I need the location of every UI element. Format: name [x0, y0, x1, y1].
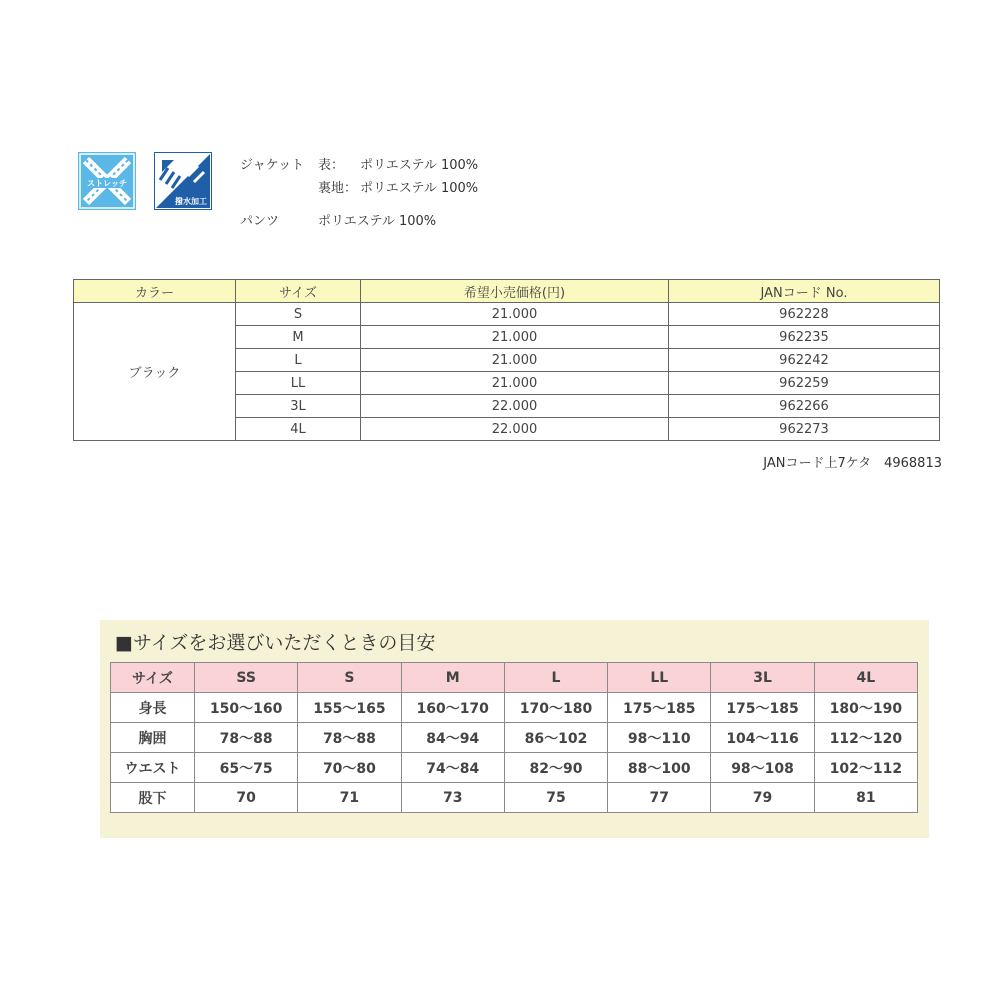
measure-cell: 88〜100	[608, 753, 711, 783]
size-cell: 3L	[236, 395, 361, 418]
measure-cell: 104〜116	[711, 723, 814, 753]
lining-value: ポリエステル 100%	[360, 181, 479, 196]
measure-cell: 98〜110	[608, 723, 711, 753]
lining-label: 裏地：	[318, 181, 358, 196]
size-col-header: M	[401, 663, 504, 693]
header-jan: JANコード No.	[669, 280, 940, 303]
outer-value: ポリエステル 100%	[360, 158, 479, 173]
price-cell: 21.000	[361, 372, 669, 395]
measure-cell: 82〜90	[504, 753, 607, 783]
measure-cell: 160〜170	[401, 693, 504, 723]
measure-cell: 78〜88	[195, 723, 298, 753]
size-cell: M	[236, 326, 361, 349]
measure-cell: 155〜165	[298, 693, 401, 723]
header-size: サイズ	[236, 280, 361, 303]
size-col-header: S	[298, 663, 401, 693]
table-row	[111, 723, 918, 753]
size-col-header: LL	[608, 663, 711, 693]
size-guide-table	[110, 662, 918, 813]
measure-cell: 175〜185	[608, 693, 711, 723]
size-cell: 4L	[236, 418, 361, 441]
pants-value: ポリエステル 100%	[318, 214, 437, 229]
size-guide-panel	[100, 620, 929, 838]
measure-cell: 74〜84	[401, 753, 504, 783]
color-value: ブラック	[74, 303, 236, 441]
price-table	[73, 279, 940, 441]
measure-cell: 71	[298, 783, 401, 813]
price-cell: 21.000	[361, 349, 669, 372]
size-col-header: L	[504, 663, 607, 693]
size-cell: L	[236, 349, 361, 372]
measure-cell: 175〜185	[711, 693, 814, 723]
row-label: ウエスト	[111, 753, 195, 783]
size-cell: LL	[236, 372, 361, 395]
measure-cell: 65〜75	[195, 753, 298, 783]
row-label: 身長	[111, 693, 195, 723]
table-row	[111, 783, 918, 813]
measure-cell: 73	[401, 783, 504, 813]
jan-cell: 962259	[669, 372, 940, 395]
size-guide-title: ■サイズをお選びいただくときの目安	[115, 632, 436, 654]
measure-cell: 75	[504, 783, 607, 813]
jacket-label: ジャケット	[240, 158, 305, 173]
measure-cell: 81	[814, 783, 917, 813]
measure-cell: 70〜80	[298, 753, 401, 783]
size-cell: S	[236, 303, 361, 326]
size-col-header: 4L	[814, 663, 917, 693]
measure-cell: 98〜108	[711, 753, 814, 783]
table-row	[111, 753, 918, 783]
outer-label: 表：	[318, 158, 345, 173]
measure-cell: 77	[608, 783, 711, 813]
jan-cell: 962235	[669, 326, 940, 349]
measure-cell: 78〜88	[298, 723, 401, 753]
water-repellent-icon	[154, 152, 212, 210]
price-cell: 22.000	[361, 395, 669, 418]
price-cell: 22.000	[361, 418, 669, 441]
measure-cell: 180〜190	[814, 693, 917, 723]
measure-cell: 170〜180	[504, 693, 607, 723]
pants-label: パンツ	[240, 214, 280, 229]
size-col-header: SS	[195, 663, 298, 693]
jan-code-note: JANコード上7ケタ 4968813	[763, 456, 942, 471]
size-guide-header-row	[111, 663, 918, 693]
row-label: 胸囲	[111, 723, 195, 753]
price-cell: 21.000	[361, 326, 669, 349]
measure-cell: 70	[195, 783, 298, 813]
header-color: カラー	[74, 280, 236, 303]
stretch-icon-label: ストレッチ	[87, 179, 127, 188]
table-row	[74, 303, 940, 326]
measure-cell: 79	[711, 783, 814, 813]
jan-cell: 962242	[669, 349, 940, 372]
measure-cell: 86〜102	[504, 723, 607, 753]
price-table-header	[74, 280, 940, 303]
header-price: 希望小売価格(円)	[361, 280, 669, 303]
measure-cell: 112〜120	[814, 723, 917, 753]
jan-cell: 962273	[669, 418, 940, 441]
jan-cell: 962266	[669, 395, 940, 418]
stretch-icon	[78, 152, 136, 210]
table-row	[111, 693, 918, 723]
size-guide-header-label: サイズ	[111, 663, 195, 693]
measure-cell: 102〜112	[814, 753, 917, 783]
measure-cell: 84〜94	[401, 723, 504, 753]
price-cell: 21.000	[361, 303, 669, 326]
jan-cell: 962228	[669, 303, 940, 326]
row-label: 股下	[111, 783, 195, 813]
size-col-header: 3L	[711, 663, 814, 693]
water-repellent-icon-label: 撥水加工	[175, 197, 207, 206]
measure-cell: 150〜160	[195, 693, 298, 723]
